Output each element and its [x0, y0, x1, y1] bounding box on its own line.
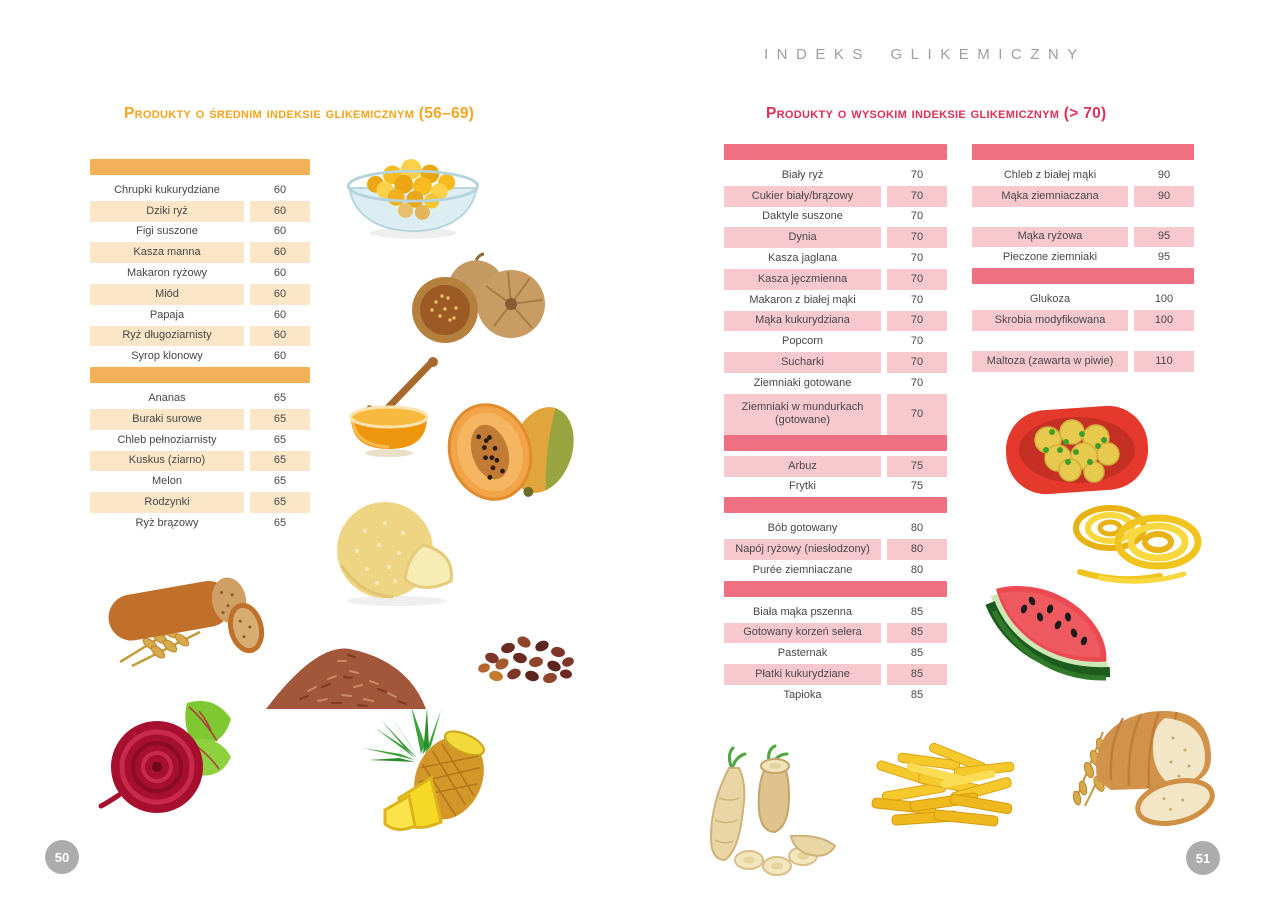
food-name: Popcorn [782, 335, 823, 348]
food-name: Pasternak [777, 647, 828, 660]
food-name: Ryż długoziarnisty [90, 326, 244, 347]
table-row [90, 201, 310, 222]
gi-value: 70 [910, 251, 924, 264]
table-row [972, 227, 1194, 248]
gi-value: 65 [250, 451, 310, 472]
food-name: Ziemniaki gotowane [753, 376, 852, 389]
raisins-photo [462, 618, 584, 698]
gi-value: 60 [273, 308, 287, 321]
gi-value: 70 [910, 376, 924, 389]
left-page-title: Produkty o średnim indeksie glikemicznym (56–69) [124, 105, 475, 122]
food-name: Melon [152, 475, 182, 488]
gi-value: 85 [887, 623, 947, 644]
table-row [724, 352, 947, 373]
table-row [724, 165, 947, 186]
gi-value: 60 [273, 350, 287, 363]
food-name: Pieczone ziemniaki [1002, 251, 1098, 264]
section-bar [90, 159, 310, 175]
food-name: Chleb pełnoziarnisty [117, 433, 217, 446]
section-bar [724, 581, 947, 597]
gi-value: 70 [887, 269, 947, 290]
french-fries-photo [858, 735, 1033, 840]
food-name: Buraki surowe [90, 409, 244, 430]
gi-value: 95 [1157, 251, 1171, 264]
cornflakes-bowl-photo [338, 148, 488, 243]
honey-bowl-photo [333, 355, 445, 460]
table-row [972, 247, 1194, 268]
food-name: Purée ziemniaczane [752, 563, 853, 576]
pineapple-photo [345, 700, 510, 835]
food-name: Chrupki kukurydziane [114, 183, 220, 196]
gi-value: 70 [910, 293, 924, 306]
section-bar [724, 435, 947, 451]
table-row [90, 180, 310, 201]
table-row [90, 471, 310, 492]
section-bar [90, 367, 310, 383]
food-name: Ananas [148, 391, 186, 404]
food-name: Frytki [789, 480, 816, 493]
table-row [972, 186, 1194, 207]
watermelon-photo [980, 575, 1135, 685]
food-name: Kasza manna [90, 242, 244, 263]
gi-value: 60 [273, 225, 287, 238]
table-row [724, 248, 947, 269]
food-name: Makaron ryżowy [126, 266, 208, 279]
table-row [724, 186, 947, 207]
table-row [90, 305, 310, 326]
table-row [90, 451, 310, 472]
gi-value: 100 [1134, 310, 1194, 331]
table-row [724, 227, 947, 248]
gi-value: 100 [1154, 292, 1174, 305]
table-row [724, 207, 947, 228]
food-name: Figi suszone [136, 225, 198, 238]
table-row [724, 311, 947, 332]
tagliatelle-photo [1060, 480, 1215, 588]
high-gi-table-column-2 [972, 144, 1194, 372]
gi-value: 70 [887, 394, 947, 435]
white-bread-photo [1045, 692, 1235, 827]
food-name: Ryż brązowy [135, 516, 199, 529]
gi-value: 80 [910, 522, 924, 535]
food-name: Bób gotowany [767, 522, 838, 535]
table-row [90, 263, 310, 284]
table-row [90, 242, 310, 263]
table-row [724, 685, 947, 706]
food-name: Daktyle suszone [762, 210, 843, 223]
table-row [724, 518, 947, 539]
table-row [724, 331, 947, 352]
gi-value: 85 [910, 605, 924, 618]
table-row [90, 222, 310, 243]
food-name: Syrop klonowy [131, 350, 203, 363]
gi-value: 110 [1134, 351, 1194, 372]
table-row [90, 513, 310, 534]
high-gi-table-column-1 [724, 144, 947, 706]
food-name: Kasza jęczmienna [724, 269, 881, 290]
dried-figs-photo [398, 252, 558, 348]
section-bar [724, 144, 947, 160]
table-row [724, 643, 947, 664]
gi-value: 85 [910, 647, 924, 660]
right-page-title: Produkty o wysokim indeksie glikemicznym (> 70) [766, 105, 1107, 122]
food-name: Biała mąka pszenna [752, 605, 853, 618]
running-title: INDEKS GLIKEMICZNY [764, 46, 1086, 63]
section-bar [972, 268, 1194, 284]
parsnips-photo [695, 740, 855, 885]
food-name: Arbuz [724, 456, 881, 477]
gi-value: 85 [887, 664, 947, 685]
table-row [972, 165, 1194, 186]
medium-gi-table [90, 159, 310, 534]
food-name: Rodzynki [90, 492, 244, 513]
gi-value: 65 [250, 492, 310, 513]
table-row [90, 388, 310, 409]
gi-value: 70 [887, 352, 947, 373]
food-name: Kasza jaglana [767, 251, 838, 264]
table-row [724, 373, 947, 394]
gi-value: 65 [273, 516, 287, 529]
food-name: Glukoza [1029, 292, 1071, 305]
gi-value: 70 [887, 186, 947, 207]
gi-value: 70 [887, 311, 947, 332]
papaya-photo [430, 388, 585, 503]
gi-value: 70 [887, 227, 947, 248]
food-name: Mąka ziemniaczana [972, 186, 1128, 207]
section-bar [972, 144, 1194, 160]
table-row [90, 284, 310, 305]
gi-value: 60 [250, 284, 310, 305]
table-row [724, 269, 947, 290]
page-number-left: 50 [45, 840, 79, 874]
food-name: Gotowany korzeń selera [724, 623, 881, 644]
gi-value: 85 [910, 688, 924, 701]
wholegrain-bread-photo [90, 562, 270, 670]
gi-value: 80 [910, 563, 924, 576]
gi-value: 90 [1134, 186, 1194, 207]
table-row [724, 664, 947, 685]
gi-value: 70 [910, 210, 924, 223]
gi-value: 90 [1157, 168, 1171, 181]
table-row [972, 289, 1194, 310]
table-row [90, 326, 310, 347]
table-row [724, 477, 947, 498]
gi-value: 70 [910, 335, 924, 348]
table-row [724, 456, 947, 477]
food-name: Makaron z białej mąki [749, 293, 856, 306]
gi-value: 75 [887, 456, 947, 477]
gi-value: 60 [250, 326, 310, 347]
gi-value: 80 [887, 539, 947, 560]
food-name: Biały ryż [781, 168, 824, 181]
gi-value: 60 [250, 201, 310, 222]
food-name: Mąka kukurydziana [724, 311, 881, 332]
gi-value: 65 [250, 409, 310, 430]
section-gap [972, 331, 1194, 351]
food-name: Chleb z białej mąki [1003, 168, 1097, 181]
table-row [724, 623, 947, 644]
table-row [724, 560, 947, 581]
table-row [724, 539, 947, 560]
gi-value: 60 [273, 266, 287, 279]
food-name: Dziki ryż [90, 201, 244, 222]
food-name: Tapioka [783, 688, 822, 701]
gi-value: 65 [273, 433, 287, 446]
food-name: Ziemniaki w mundurkach (gotowane) [724, 394, 881, 435]
table-row [972, 351, 1194, 372]
table-row [90, 409, 310, 430]
food-name: Skrobia modyfikowana [972, 310, 1128, 331]
gi-value: 95 [1134, 227, 1194, 248]
food-name: Kuskus (ziarno) [90, 451, 244, 472]
gi-value: 65 [273, 391, 287, 404]
table-row [724, 290, 947, 311]
food-name: Napój ryżowy (niesłodzony) [724, 539, 881, 560]
table-row [90, 492, 310, 513]
food-name: Mąka ryżowa [972, 227, 1128, 248]
food-name: Sucharki [724, 352, 881, 373]
gi-value: 60 [250, 242, 310, 263]
gi-value: 60 [273, 183, 287, 196]
food-name: Dynia [724, 227, 881, 248]
table-row [90, 430, 310, 451]
gi-value: 65 [273, 475, 287, 488]
table-row [724, 602, 947, 623]
food-name: Miód [90, 284, 244, 305]
table-row [972, 310, 1194, 331]
food-name: Maltoza (zawarta w piwie) [972, 351, 1128, 372]
table-row [724, 394, 947, 435]
page-number-right: 51 [1186, 841, 1220, 875]
gi-value: 70 [910, 168, 924, 181]
food-name: Płatki kukurydziane [724, 664, 881, 685]
section-bar [724, 497, 947, 513]
food-name: Papaja [149, 308, 185, 321]
melon-photo [327, 495, 462, 610]
beetroot-photo [95, 695, 250, 820]
food-name: Cukier biały/brązowy [724, 186, 881, 207]
section-gap [972, 207, 1194, 227]
gi-value: 75 [910, 480, 924, 493]
table-row [90, 346, 310, 367]
